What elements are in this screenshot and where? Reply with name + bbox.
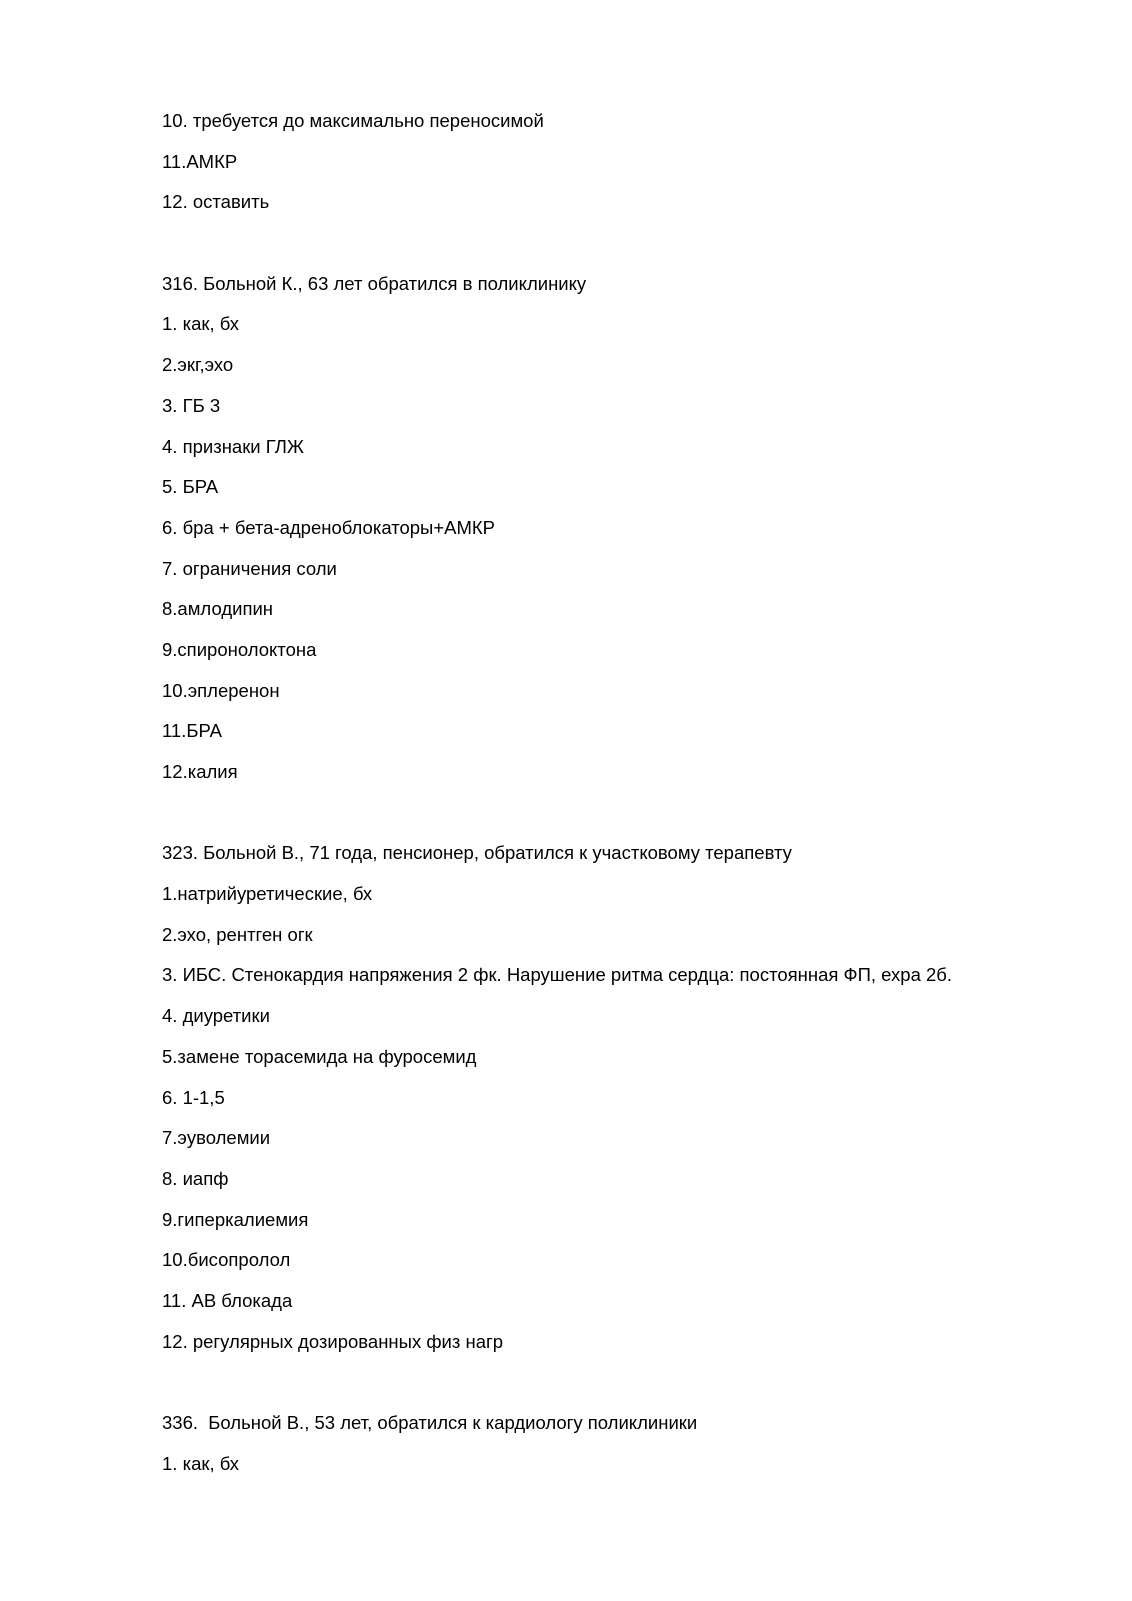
- answer-item: 3. ГБ 3: [162, 394, 221, 416]
- answer-block: [162, 108, 1062, 230]
- answer-item: 3. ИБС. Стенокардия напряжения 2 фк. Нарушение ритма сердца: постоянная ФП, ехра 2б.: [162, 964, 953, 986]
- answer-item: 1.натрийуретические, бх: [162, 883, 373, 905]
- answer-item: 2.экг,эхо: [162, 354, 234, 376]
- answer-item: 2.эхо, рентген огк: [162, 923, 313, 945]
- answer-item: 4. признаки ГЛЖ: [162, 435, 304, 457]
- answer-item: 5.замене торасемида на фуросемид: [162, 1045, 477, 1067]
- block-separator: [162, 1369, 1062, 1410]
- answer-item: 8.амлодипин: [162, 598, 274, 620]
- answer-item: 12.калия: [162, 761, 238, 782]
- case-block-323: [162, 840, 1062, 1369]
- answer-item: 7. ограничения соли: [162, 557, 337, 579]
- answer-item: 11.АМКР: [162, 150, 238, 172]
- answer-item: 12. регулярных дозированных физ нагр: [162, 1330, 504, 1352]
- case-heading: 323. Больной В., 71 года, пенсионер, обратился к участковому терапевту: [162, 842, 792, 864]
- answer-item: 6. бра + бета-адреноблокаторы+АМКР: [162, 516, 496, 538]
- answer-item: 9.гиперкалиемия: [162, 1208, 309, 1230]
- answer-item: 10.бисопролол: [162, 1249, 291, 1271]
- answer-item: 11. АВ блокада: [162, 1289, 293, 1311]
- case-block-316: [162, 271, 1062, 800]
- document-content: [162, 108, 1062, 1491]
- case-heading: 336. Больной В., 53 лет, обратился к кардиологу поликлиники: [162, 1412, 698, 1433]
- answer-item: 1. как, бх: [162, 313, 239, 335]
- answer-item: 10. требуется до максимально переносимой: [162, 110, 544, 131]
- case-heading: 316. Больной К., 63 лет обратился в поликлинику: [162, 272, 587, 294]
- answer-item: 12. оставить: [162, 191, 270, 213]
- answer-item: 1. как, бх: [162, 1452, 239, 1474]
- answer-item: 5. БРА: [162, 476, 219, 498]
- answer-item: 9.спиронолоктона: [162, 638, 317, 660]
- case-block-336: [162, 1410, 1062, 1491]
- answer-item: 10.эплеренон: [162, 679, 280, 701]
- block-separator: [162, 230, 1062, 271]
- answer-item: 11.БРА: [162, 720, 222, 742]
- block-separator: [162, 800, 1062, 841]
- answer-item: 8. иапф: [162, 1167, 229, 1189]
- answer-item: 7.эуволемии: [162, 1127, 271, 1149]
- answer-item: 4. диуретики: [162, 1005, 270, 1027]
- answer-item: 6. 1-1,5: [162, 1086, 225, 1108]
